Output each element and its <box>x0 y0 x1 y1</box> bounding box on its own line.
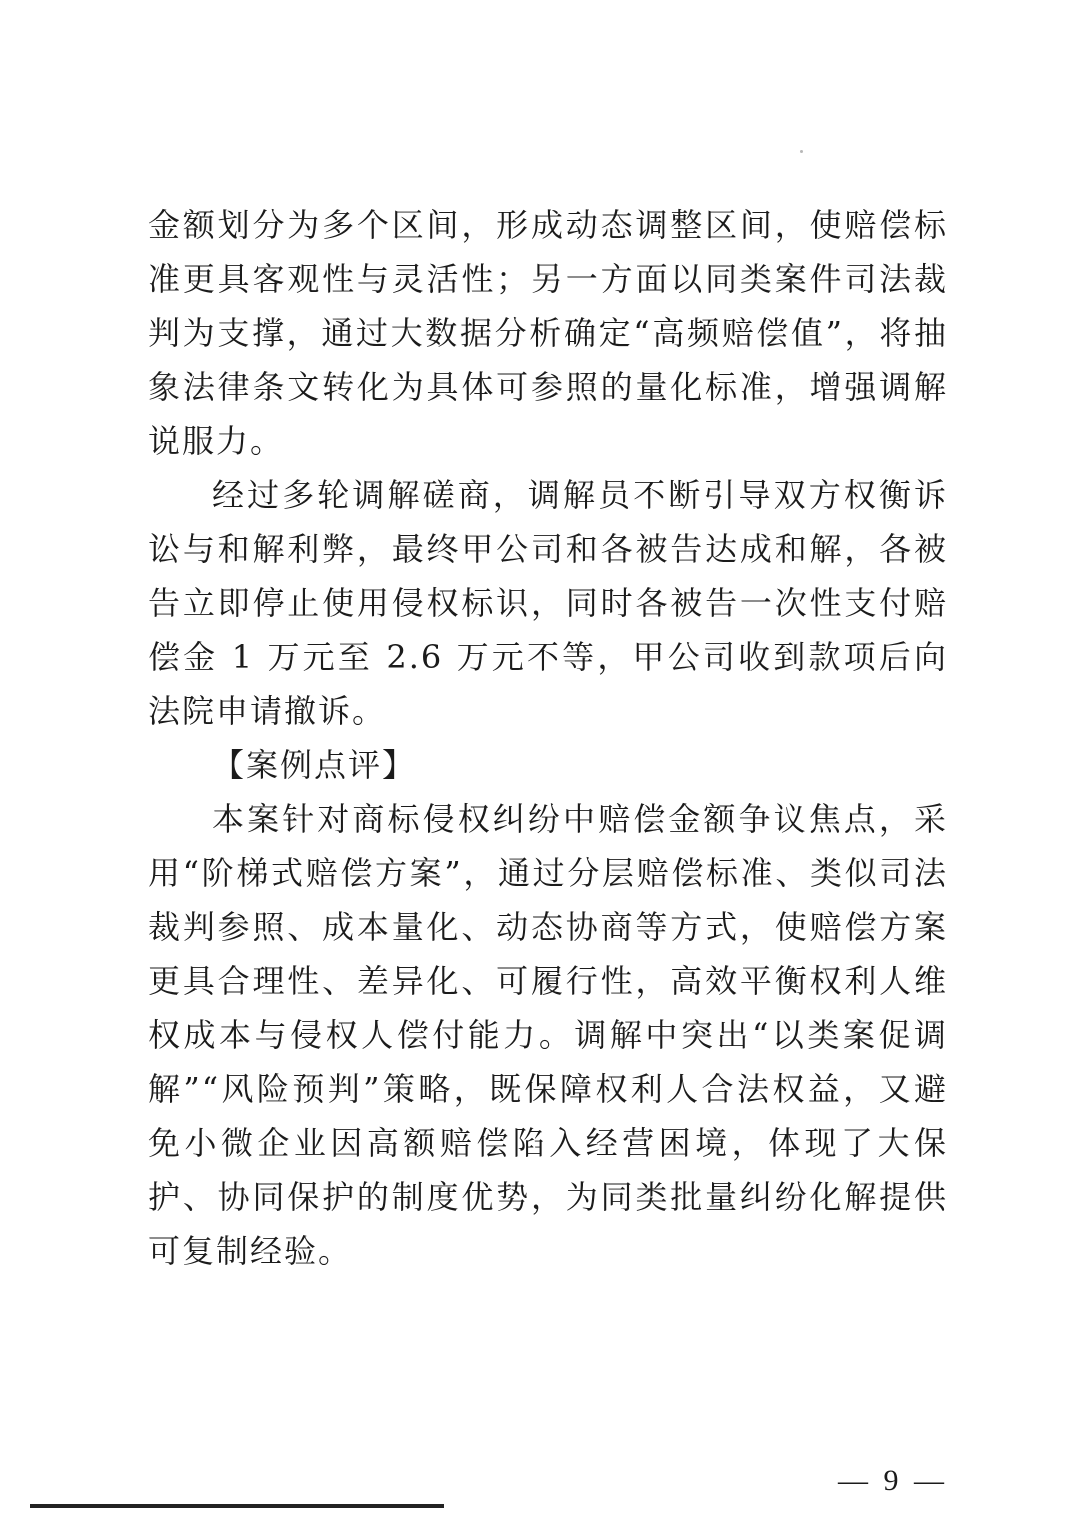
paragraph-case-comment: 本案针对商标侵权纠纷中赔偿金额争议焦点，采用“阶梯式赔偿方案”，通过分层赔偿标准、类似司法裁判参照、成本量化、动态协商等方式，使赔偿方案更具合理性、差异化、可履行性，高效平衡权利人维权成本与侵权人偿付能力。调解中突出“以类案促调解”“风险预判”策略，既保障权利人合法权益，又避免小微企业因高额赔偿陷入经营困境，体现了大保护、协同保护的制度优势，为同类批量纠纷化解提供可复制经验。 <box>148 800 948 1270</box>
paragraph-continuation: 金额划分为多个区间，形成动态调整区间，使赔偿标准更具客观性与灵活性；另一方面以同类案件司法裁判为支撑，通过大数据分析确定“高频赔偿值”，将抽象法律条文转化为具体可参照的量化标准，增强调解说服力。 <box>148 206 948 460</box>
page-number: — 9 — <box>838 1464 948 1497</box>
section-heading-case-comment: 【案例点评】 <box>212 746 417 784</box>
paragraph-mediation-result: 经过多轮调解磋商，调解员不断引导双方权衡诉讼与和解利弊，最终甲公司和各被告达成和解，各被告立即停止使用侵权标识，同时各被告一次性支付赔偿金 1 万元至 2.6 万元不等，甲公司收到款项后向法院申请撤诉。 <box>148 476 948 730</box>
scan-speck <box>800 150 803 153</box>
bottom-rule <box>30 1504 444 1508</box>
body-text <box>148 198 948 1278</box>
